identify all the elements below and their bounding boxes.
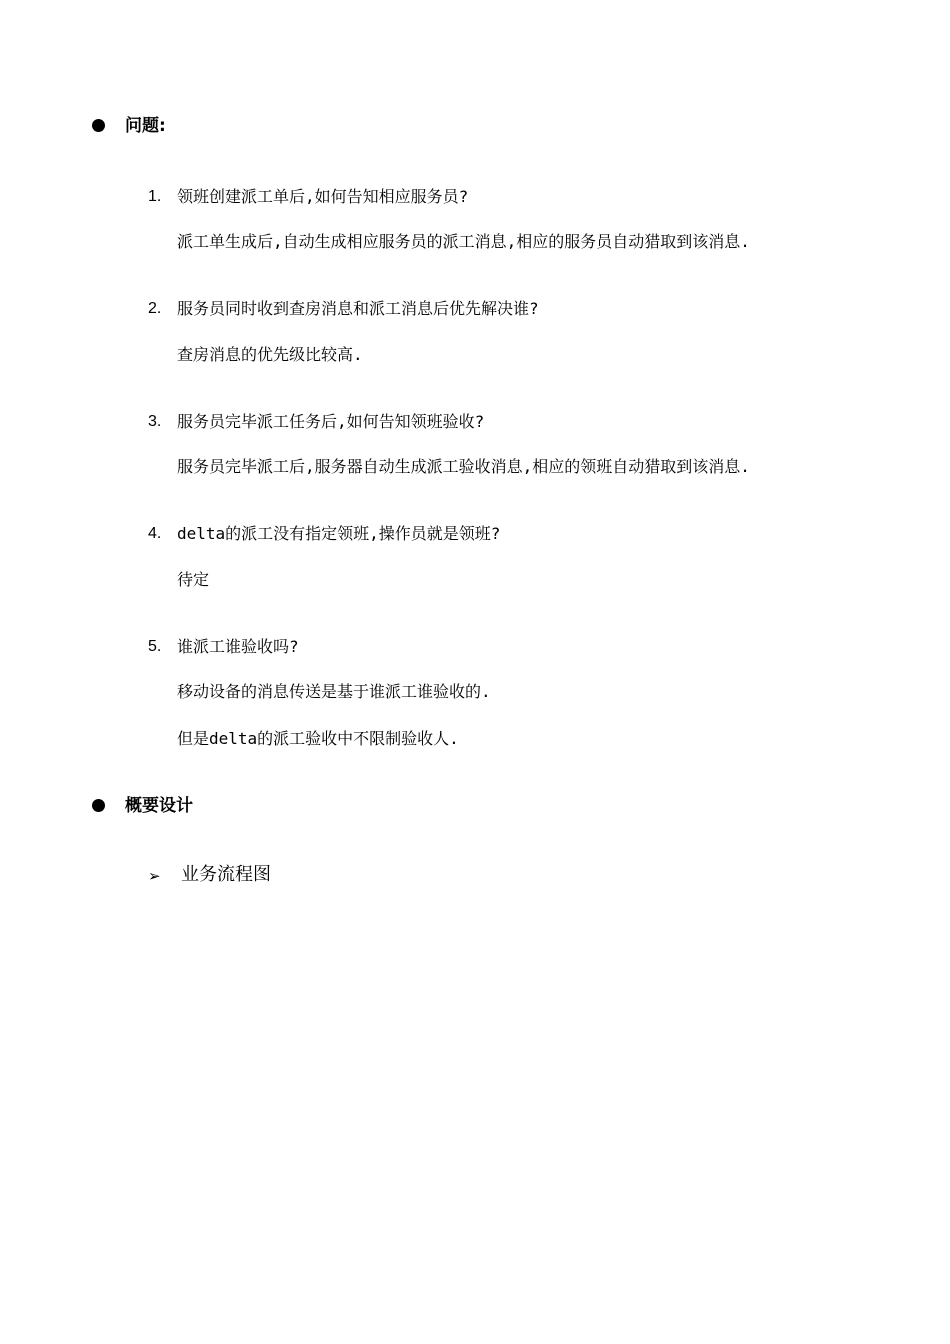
answer-4: 待定 [177,570,210,589]
answer-3: 服务员完毕派工后,服务器自动生成派工验收消息,相应的领班自动猎取到该消息. [177,457,750,476]
bullet-icon [92,119,105,132]
question-number-2: 2. [148,300,162,317]
question-3: 服务员完毕派工任务后,如何告知领班验收? [177,412,485,431]
question-number-3: 3. [148,413,162,430]
question-5: 谁派工谁验收吗? [177,637,299,656]
question-number-1: 1. [148,188,162,205]
question-number-4: 4. [148,525,162,542]
section-heading-design: 概要设计 [125,796,193,816]
answer-5-line-2: 但是delta的派工验收中不限制验收人. [177,729,459,748]
arrow-bullet-icon: ➢ [148,867,161,885]
design-item-flowchart: 业务流程图 [181,864,271,885]
question-2: 服务员同时收到查房消息和派工消息后优先解决谁? [177,299,539,318]
answer-5-line-1: 移动设备的消息传送是基于谁派工谁验收的. [177,682,491,701]
question-number-5: 5. [148,638,162,655]
answer-1: 派工单生成后,自动生成相应服务员的派工消息,相应的服务员自动猎取到该消息. [177,232,750,251]
section-heading-issues: 问题: [125,116,166,136]
answer-2: 查房消息的优先级比较高. [177,345,363,364]
bullet-icon [92,799,105,812]
question-1: 领班创建派工单后,如何告知相应服务员? [177,187,469,206]
question-4: delta的派工没有指定领班,操作员就是领班? [177,524,501,543]
